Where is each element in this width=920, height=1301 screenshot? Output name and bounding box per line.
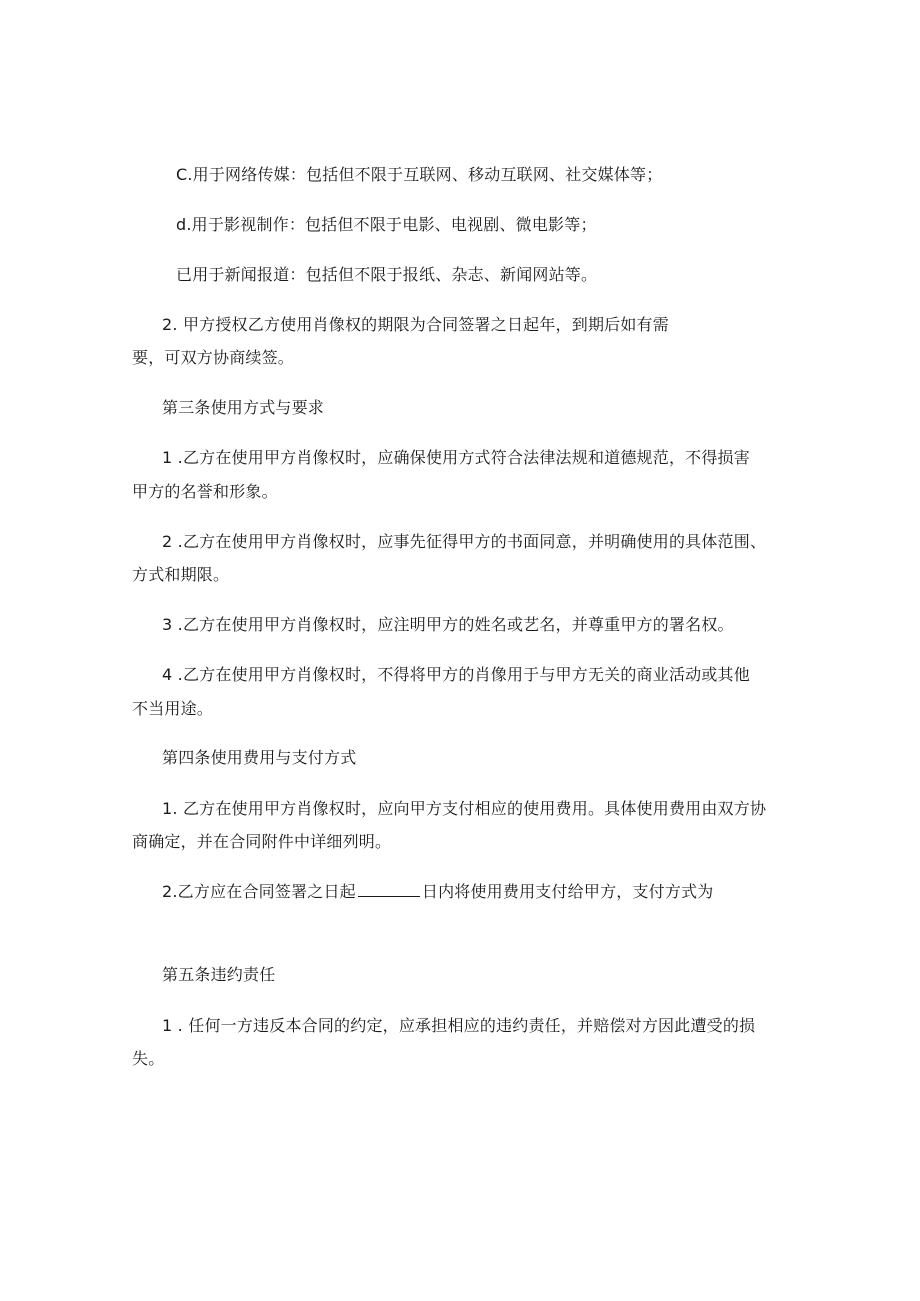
article-3-para-4-line-2: 不当用途。 [132, 699, 214, 718]
article-4-heading: 第四条使用费用与支付方式 [162, 748, 357, 767]
article-3-para-4-line-1: 4 .乙方在使用甲方肖像权时，不得将甲方的肖像用于与甲方无关的商业活动或其他 [162, 665, 750, 684]
article-4-para-1-line-1: 1. 乙方在使用甲方肖像权时，应向甲方支付相应的使用费用。具体使用费用由双方协 [162, 799, 767, 818]
clause-item-e-news: 已用于新闻报道：包括但不限于报纸、杂志、新闻网站等。 [176, 265, 598, 284]
article-3-heading: 第三条使用方式与要求 [162, 398, 325, 417]
clause-item-c-network: C.用于网络传媒：包括但不限于互联网、移动互联网、社交媒体等； [176, 165, 663, 184]
clause-item-d-film: d.用于影视制作：包括但不限于电影、电视剧、微电影等； [176, 215, 597, 234]
article-5-para-1-line-1: 1 . 任何一方违反本合同的约定，应承担相应的违约责任，并赔偿对方因此遭受的损 [162, 1016, 756, 1035]
article-4-para-2-prefix: 2.乙方应在合同签署之日起 [162, 882, 356, 901]
article-4-para-2-suffix: 日内将使用费用支付给甲方，支付方式为 [421, 882, 714, 901]
article-5-para-1-line-2: 失。 [132, 1049, 165, 1068]
article-3-para-1-line-2: 甲方的名誉和形象。 [132, 482, 278, 501]
article-3-para-1-line-1: 1 .乙方在使用甲方肖像权时，应确保使用方式符合法律法规和道德规范，不得损害 [162, 448, 750, 467]
article-4-para-1-line-2: 商确定，并在合同附件中详细列明。 [132, 832, 392, 851]
clause-2-line-2: 要，可双方协商续签。 [132, 348, 295, 367]
article-5-heading: 第五条违约责任 [162, 965, 276, 984]
article-3-para-2-line-2: 方式和期限。 [132, 565, 230, 584]
clause-2-line-1: 2. 甲方授权乙方使用肖像权的期限为合同签署之日起年，到期后如有需 [162, 315, 669, 334]
article-3-para-3-line-1: 3 .乙方在使用甲方肖像权时，应注明甲方的姓名或艺名，并尊重甲方的署名权。 [162, 615, 734, 634]
fill-in-blank-days[interactable] [358, 882, 420, 897]
article-4-para-2-line-1 [162, 882, 713, 902]
article-3-para-2-line-1: 2 .乙方在使用甲方肖像权时，应事先征得甲方的书面同意，并明确使用的具体范围、 [162, 532, 767, 551]
